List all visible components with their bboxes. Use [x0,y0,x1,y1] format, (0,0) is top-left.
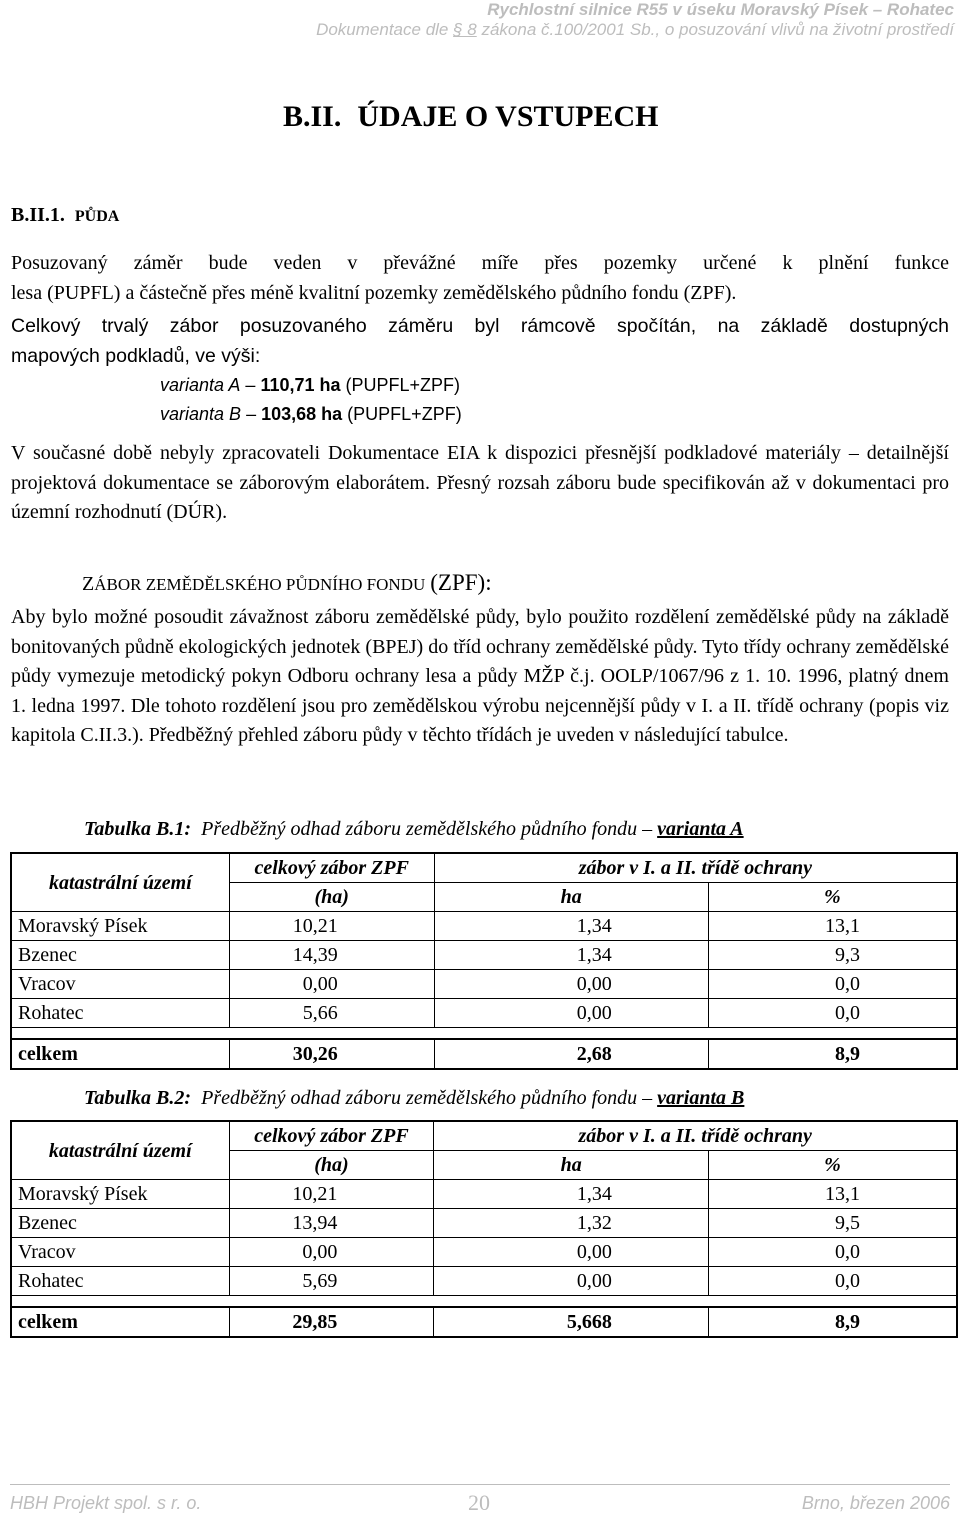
variant-b-value: 103,68 ha [261,404,343,424]
table2-header-area: katastrální území [11,1121,229,1180]
table2-cell-total: 5,69 [229,1267,434,1296]
paragraph-total-line-1: Celkový trvalý zábor posuzovaného záměru byl rámcově spočítán, na základě dostupných [11,315,949,337]
table-row [11,1238,957,1267]
table-row [11,999,957,1028]
table-row [11,1267,957,1296]
paragraph-total-line-2: mapových podkladů, ve výši: [11,344,261,367]
variant-a-row [160,371,460,400]
table2-caption-variant: varianta B [657,1087,745,1109]
table2-caption-text: Předběžný odhad záboru zemědělského půdního fondu [201,1087,638,1109]
table1-cell-total: 14,39 [229,941,434,970]
table2-total-pct: 8,9 [708,1307,957,1337]
table1-total-area: celkem [11,1039,229,1069]
table1-cell-pct: 0,0 [708,970,957,999]
table2-caption-number: 2: [174,1087,192,1109]
table2-cell-total: 10,21 [229,1180,434,1209]
table2-cell-ha: 1,34 [434,1180,709,1209]
section-heading [11,204,119,227]
table1-cell-pct: 13,1 [708,912,957,941]
table2-caption [84,1087,744,1110]
table2-header-row-1 [11,1121,957,1151]
table1-cell-ha: 0,00 [434,999,708,1028]
table2 [10,1120,958,1338]
table1-caption-label [84,818,191,840]
table1-caption-variant: varianta A [657,818,744,840]
table1-cell-total: 10,21 [229,912,434,941]
table1-cell-area: Rohatec [11,999,229,1028]
chapter-number: B.II. [283,100,342,133]
table1-header-pct: % [708,883,957,912]
table2-header-pct: % [708,1151,957,1180]
paragraph-intro-line-1: Posuzovaný záměr bude veden v převážné míře přes pozemky určené k plnění funkce [11,252,949,274]
chapter-text: ÚDAJE O VSTUPECH [357,100,659,133]
table1-cell-ha: 0,00 [434,970,708,999]
table2-cell-pct: 9,5 [708,1209,957,1238]
table1-cell-area: Moravský Písek [11,912,229,941]
table1-header-area: katastrální území [11,853,229,912]
table1 [10,852,958,1070]
table2-header-total-unit: (ha) [229,1151,434,1180]
table2-total-row [11,1307,957,1337]
table-row [11,912,957,941]
table1-caption-text: Předběžný odhad záboru zemědělského půdního fondu [201,818,638,840]
table1-cell-total: 5,66 [229,999,434,1028]
table2-header-class: zábor v I. a II. třídě ochrany [434,1121,957,1151]
table1-header-row-1 [11,853,957,883]
table2-cell-pct: 0,0 [708,1267,957,1296]
variant-b-name: varianta B [160,404,242,424]
page-number: 20 [468,1490,490,1515]
table2-cell-area: Vracov [11,1238,229,1267]
footer-divider [10,1484,950,1485]
header-doc-prefix: Dokumentace dle [316,20,454,39]
table2-header-total: celkový zábor ZPF [229,1121,434,1151]
zpf-heading-abbrev: (ZPF): [430,570,492,595]
table1-cell-ha: 1,34 [434,941,708,970]
variant-b-dash: – [246,404,257,424]
table1-cell-total: 0,00 [229,970,434,999]
table-row [11,1209,957,1238]
zpf-heading-smallcaps: ÁBOR ZEMĚDĚLSKÉHO PŮDNÍHO FONDU [94,575,426,594]
table2-cell-area: Bzenec [11,1209,229,1238]
table2-caption-dash: – [642,1087,653,1109]
table2-total-area: celkem [11,1307,229,1337]
paragraph-total-area [11,312,949,371]
table2-cell-area: Moravský Písek [11,1180,229,1209]
table1-cell-area: Bzenec [11,941,229,970]
table2-cell-ha: 0,00 [434,1267,709,1296]
header-project-title: Rychlostní silnice R55 v úseku Moravský Písek – Rohatec [487,0,954,19]
footer-company: HBH Projekt spol. s r. o. [10,1493,202,1513]
table-row [11,941,957,970]
header-doc-section: § 8 [453,20,477,39]
table2-cell-area: Rohatec [11,1267,229,1296]
table-row [11,1180,957,1209]
table2-cell-ha: 1,32 [434,1209,709,1238]
table2-cell-total: 13,94 [229,1209,434,1238]
variant-a-value: 110,71 ha [260,375,341,395]
header-doc-suffix: zákona č.100/2001 Sb., o posuzování vlivů na životní prostředí [476,20,954,39]
table-row [11,970,957,999]
variant-b-row [160,400,462,429]
table1-caption-number: 1: [174,818,192,840]
table2-total-total: 29,85 [229,1307,434,1337]
table1-spacer-row [11,1028,957,1040]
table2-spacer-row [11,1296,957,1308]
table1-cell-pct: 9,3 [708,941,957,970]
table2-caption-label [84,1087,191,1109]
table2-total-ha: 5,668 [434,1307,709,1337]
table1-caption [84,818,744,841]
paragraph-intro-line-2: lesa (PUPFL) a částečně přes méně kvalitní pozemky zemědělského půdního fondu (ZPF). [11,281,737,304]
section-text: PŮDA [74,208,120,225]
chapter-title [283,100,659,134]
paragraph-bpej: Aby bylo možné posoudit závažnost záboru zemědělské půdy, bylo použito rozdělení zemědělské půdy na základě bonitovaných půdně ekologických jednotek (BPEJ) do tříd ochrany zemědělské půdy. Tyto třídy ochrany zemědělské půdy vymezuje metodický pokyn Odboru ochrany lesa a půdy MŽP č.j. OOLP/1067/96 z 1. 10. 1996, platný dnem 1. ledna 1997. Dle tohoto rozdělení jsou pro zemědělskou výrobu nejcennější půdy v I. a II. třídě ochrany (popis viz kapitola C.II.3.). Předběžný přehled záboru půdy v těchto třídách je uveden v následující tabulce. [11,606,949,746]
table1-caption-dash: – [642,818,653,840]
zpf-heading-initial: Z [82,573,95,595]
table1-cell-area: Vracov [11,970,229,999]
table1-total-ha: 2,68 [434,1039,708,1069]
variant-a-suffix: (PUPFL+ZPF) [345,375,461,395]
table1-header-total-unit: (ha) [229,883,434,912]
table2-cell-pct: 13,1 [708,1180,957,1209]
table2-cell-total: 0,00 [229,1238,434,1267]
paragraph-intro [11,249,949,308]
table1-caption-label-text: Tabulka B. [84,818,175,840]
table2-caption-label-text: Tabulka B. [84,1087,175,1109]
table1-cell-pct: 0,0 [708,999,957,1028]
section-number: B.II.1. [11,204,65,226]
zpf-heading [82,570,492,596]
table1-header-total: celkový zábor ZPF [229,853,434,883]
table1-total-total: 30,26 [229,1039,434,1069]
table1-total-row [11,1039,957,1069]
table1-total-pct: 8,9 [708,1039,957,1069]
table2-cell-ha: 0,00 [434,1238,709,1267]
table1-cell-ha: 1,34 [434,912,708,941]
paragraph-current-state: V současné době nebyly zpracovateli Dokumentace EIA k dispozici přesnější podkladové materiály – detailnější projektová dokumentace se záborovým elaborátem. Přesný rozsah záboru bude specifikován až v dokumentaci pro územní rozhodnutí (DÚR). [11,442,949,523]
variant-a-dash: – [245,375,256,395]
footer-place-date: Brno, březen 2006 [801,1493,950,1513]
table1-header-ha: ha [434,883,708,912]
header-document-type [316,19,954,40]
variant-b-suffix: (PUPFL+ZPF) [347,404,462,424]
table2-cell-pct: 0,0 [708,1238,957,1267]
variant-a-name: varianta A [160,375,241,395]
table2-header-ha: ha [434,1151,709,1180]
table1-header-class: zábor v I. a II. třídě ochrany [434,853,957,883]
